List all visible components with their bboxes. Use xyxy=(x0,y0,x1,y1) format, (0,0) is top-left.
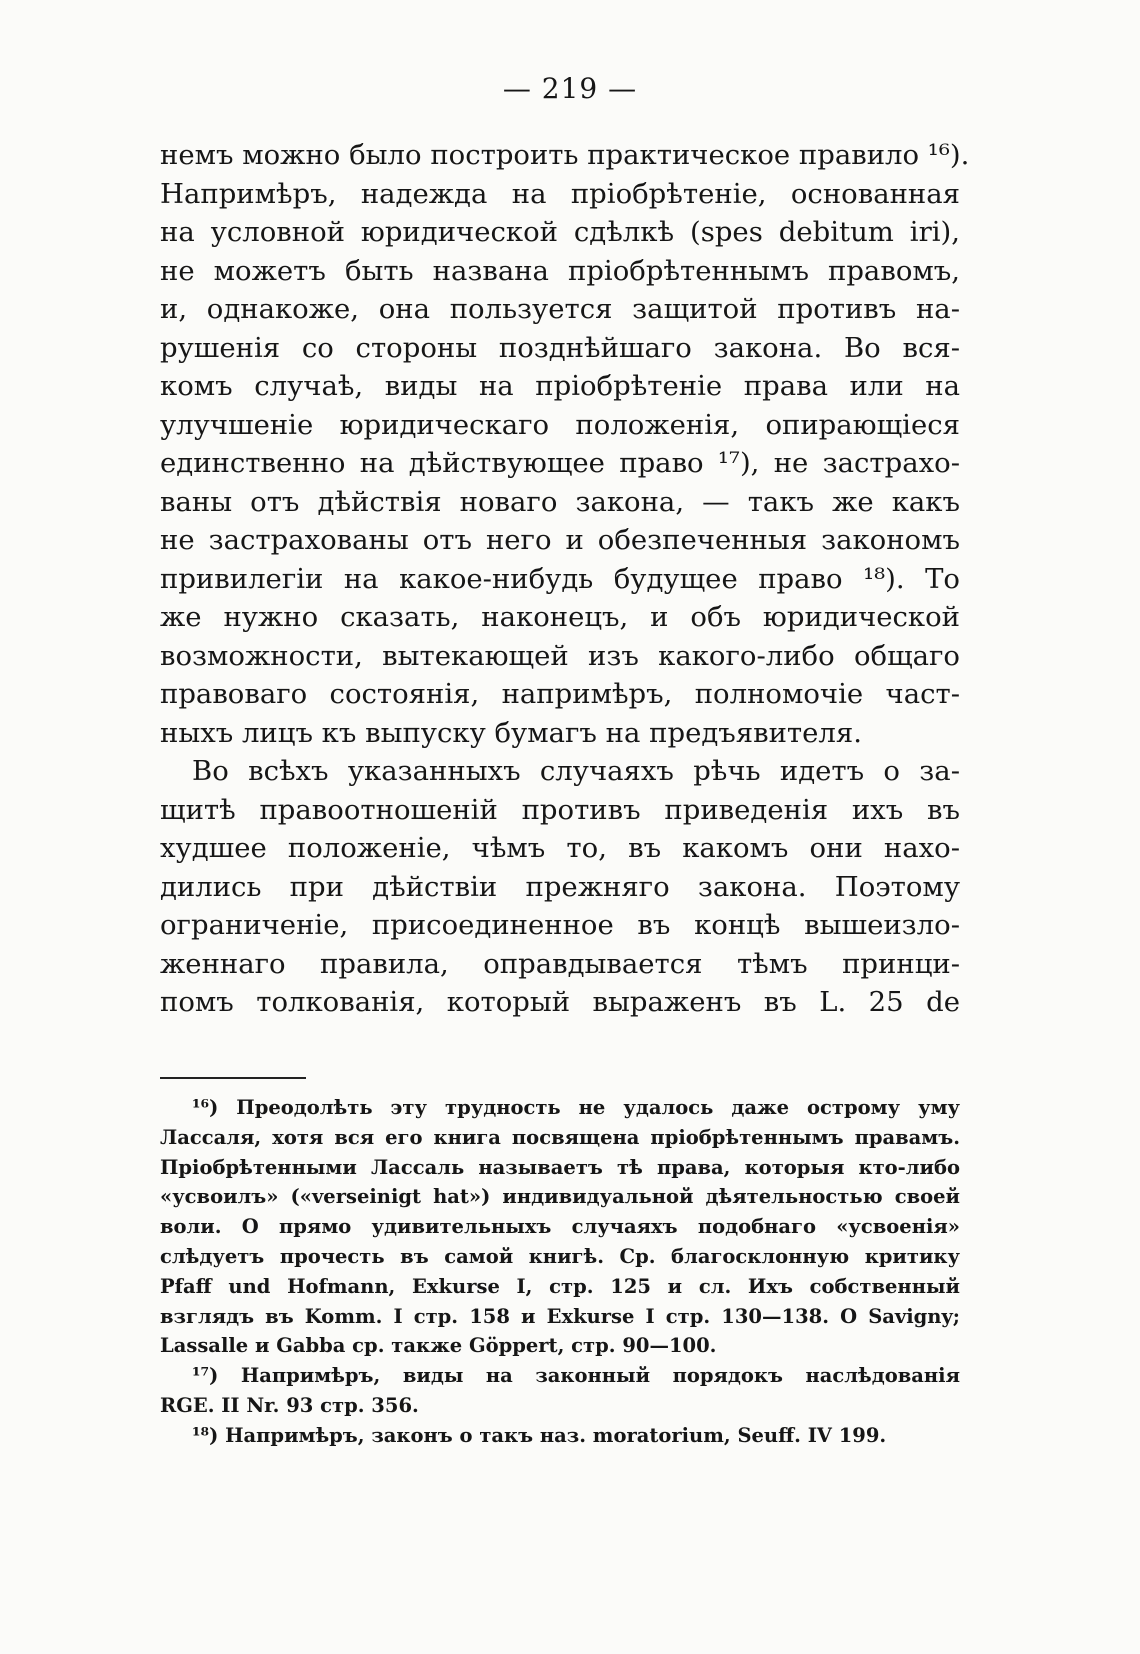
text-line: помъ толкованія, который выраженъ въ L. 25 de xyxy=(160,986,960,1018)
footnote-line: Lassalle и Gabba ср. также Göppert, стр. 90—100. xyxy=(160,1334,717,1358)
text-line: немъ можно было построить практическое правило ¹⁶). xyxy=(160,139,970,171)
page-number: — 219 — xyxy=(502,72,638,105)
text-line: женнаго правила, оправдывается тѣмъ принци- xyxy=(160,947,960,980)
footnote-line: Пріобрѣтенными Лассаль называетъ тѣ права, которыя кто-либо xyxy=(160,1155,960,1179)
footnote-line: ¹⁷) Напримѣръ, виды на законный порядокъ наслѣдованія xyxy=(192,1364,960,1388)
text-line: привилегіи на какое-нибудь будущее право ¹⁸). То xyxy=(160,562,960,595)
text-line: же нужно сказать, наконецъ, и объ юридической xyxy=(160,601,960,633)
text-line: возможности, вытекающей изъ какого-либо общаго xyxy=(160,639,960,672)
footnote-line: Лассаля, хотя вся его книга посвящена пріобрѣтеннымъ правамъ. xyxy=(160,1125,960,1149)
text-line: на условной юридической сдѣлкѣ (spes debitum iri), xyxy=(160,216,960,248)
text-line: ныхъ лицъ къ выпуску бумагъ на предъявителя. xyxy=(160,716,862,749)
text-line: не застрахованы отъ него и обезпеченныя закономъ xyxy=(160,524,960,556)
text-line: дились при дѣйствіи прежняго закона. Поэтому xyxy=(160,870,960,903)
footnote-line: слѣдуетъ прочесть въ самой книгѣ. Ср. благосклонную критику xyxy=(160,1244,960,1268)
text-line: худшее положеніе, чѣмъ то, въ какомъ они нахо- xyxy=(160,832,960,864)
text-line: комъ случаѣ, виды на пріобрѣтеніе права или на xyxy=(160,370,960,402)
footnote-divider xyxy=(160,1077,306,1079)
footnote-line: ¹⁸) Напримѣръ, законъ о такъ наз. moratorium, Seuff. IV 199. xyxy=(192,1423,887,1447)
footnote-line: Pfaff und Hofmann, Exkurse I, стр. 125 и сл. Ихъ собственный xyxy=(160,1274,960,1298)
text-line: рушенія со стороны позднѣйшаго закона. Во вся- xyxy=(160,331,960,364)
text-line: единственно на дѣйствующее право ¹⁷), не застрахо- xyxy=(160,447,960,479)
footnote-line: взглядъ въ Komm. I стр. 158 и Exkurse I стр. 130—138. О Savigny; xyxy=(160,1304,960,1328)
footnote-line: «усвоилъ» («verseinigt hat») индивидуальной дѣятельностью своей xyxy=(160,1185,960,1209)
footnotes xyxy=(160,1093,960,1451)
main-text xyxy=(160,136,970,1022)
text-line: и, однакоже, она пользуется защитой противъ на- xyxy=(160,293,960,325)
footnote-line: RGE. II Nr. 93 стр. 356. xyxy=(160,1393,419,1417)
text-line: не можетъ быть названа пріобрѣтеннымъ правомъ, xyxy=(160,254,960,287)
footnote-line: ¹⁶) Преодолѣть эту трудность не удалось даже острому уму xyxy=(192,1096,960,1119)
text-line: улучшеніе юридическаго положенія, опирающіеся xyxy=(160,408,960,441)
text-line: Напримѣръ, надежда на пріобрѣтеніе, основанная xyxy=(160,177,960,210)
text-line: ваны отъ дѣйствія новаго закона, — такъ же какъ xyxy=(160,485,960,518)
text-line: щитѣ правоотношеній противъ приведенія ихъ въ xyxy=(160,793,960,826)
text-line: Во всѣхъ указанныхъ случаяхъ рѣчь идетъ о за- xyxy=(192,755,960,787)
text-line: ограниченіе, присоединенное въ концѣ вышеизло- xyxy=(160,909,960,941)
footnote-line: воли. О прямо удивительныхъ случаяхъ подобнаго «усвоенія» xyxy=(160,1215,960,1239)
text-line: правоваго состоянія, напримѣръ, полномочіе част- xyxy=(160,678,960,710)
